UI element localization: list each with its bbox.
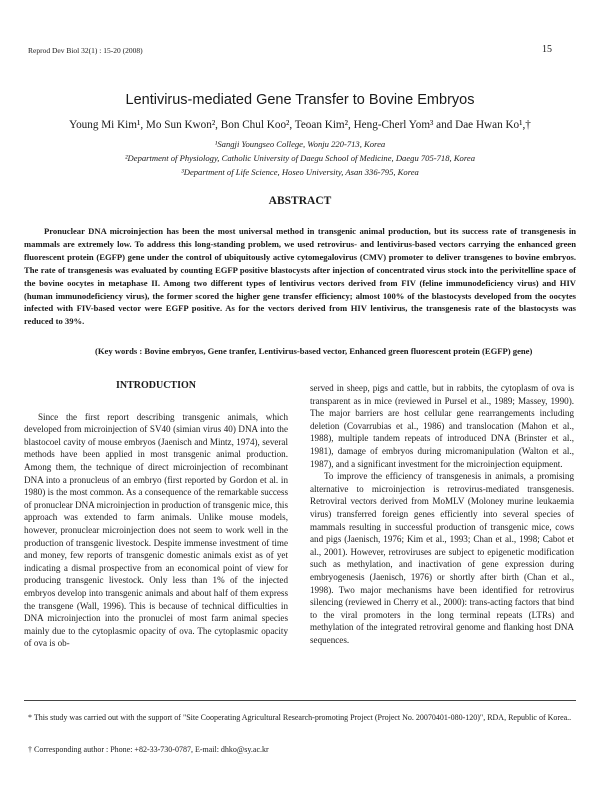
introduction-heading: INTRODUCTION <box>115 380 196 391</box>
funding-footnote: * This study was carried out with the support of "Site Cooperating Agricultural Research-promoting Project (Project No. 20070401-080-120)", RDA, Republic of Korea.. <box>28 713 572 722</box>
right-column <box>310 382 574 646</box>
affiliation-2: ²Department of Physiology, Catholic University of Daegu School of Medicine, Daegu 705-718, Korea <box>124 153 475 163</box>
keywords: (Key words : Bovine embryos, Gene tranfer, Lentivirus-based vector, Enhanced green fluorescent protein (EGFP) gene) <box>95 346 533 356</box>
abstract-text: Pronuclear DNA microinjection has been the most universal method in transgenic animal production, but its success rate of transgenesis in mammals are extremely low. To address this long-standing problem, we used retrovirus- and lentivirus-based vectors carrying the enhanced green fluorescent protein (EGFP) gene under the control of ubiquitously active cytomegalovirus (CMV) promoter to deliver transgenes to bovine embryos. The rate of transgenesis was evaluated by counting EGFP positive blastocysts after injection of concentrated virus stock into the perivitelline space of the bovine oocytes in metaphase II. Among two different types of lentivirus vectors derived from FIV (feline immunodeficiency virus) and HIV (human immunodeficiency virus), the former scored the higher gene transfer efficiency; almost 100% of the blastocysts developed from the oocytes infected with FIV-based vector were EGFP positive. As for the vectors derived from HIV lentivirus, the transgenesis rate of the blastocysts was reduced to 39%. <box>24 226 576 327</box>
abstract-heading: ABSTRACT <box>268 195 332 207</box>
corresponding-author-footnote: † Corresponding author : Phone: +82-33-730-0787, E-mail: dhko@sy.ac.kr <box>28 745 269 754</box>
intro-paragraph-2: To improve the efficiency of transgenesis in animals, a promising alternative to microinjection is retrovirus-mediated transgenesis. Retroviral vectors derived from MoMLV (Moloney murine leukaemia virus) transferred foreign genes efficiently into several species of mammals resulting in successful production of transgenic mice, cows and pigs (Jaenisch, 1976; Kim et al., 1993; Chan et al., 1998; Cabot et al., 2001). However, retroviruses are subject to epigenetic modification such as methylation, and inactivation of gene expression during embryogenesis (Jaenisch, 1976) or shortly after birth (Chan et al., 1998). Two major mechanisms have been identified for retrovirus silencing (reviewed in Cherry et al., 2000): trans-acting factors that bind to the viral promoters in the long terminal repeats (LTRs) and methylation of the integrated retroviral genome and flanking host DNA sequences. <box>310 471 574 645</box>
affiliation-3: ³Department of Life Science, Hoseo University, Asan 336-795, Korea <box>181 167 419 177</box>
page-number: 15 <box>542 44 552 55</box>
intro-paragraph-1: Since the first report describing transgenic animals, which developed from microinjection of SV40 (simian virus 40) DNA into the blastocoel cavity of mouse embryos (Jaenisch and Mintz, 1974), several methods have been applied in most transgenic animal production. Among them, the technique of direct microinjection of recombinant DNA into a pronucleus of an embryo (first reported by Gordon et al. in 1980) is the most common. As a consequence of the remarkable success of pronuclear DNA microinjection in production of transgenic mice, this approach was extended to farm animals. Unlike mouse models, however, pronuclear microinjection does not seem to work well in the production of transgenic livestock. Despite immense investment of time and money, few reports of transgenic domestic animals exist as of yet indicating a dismal prospective from an economical point of view for producing transgenic livestock. Only less than 1% of the injected embryos develop into transgenic animals and about half of them express the transgene (Wall, 1996). This is because of technical difficulties in DNA microinjection into the pronuclei of most farm animal species mainly due to the cytoplasmic opacity of ova. The cytoplasmic opacity of ova is ob- <box>24 411 288 649</box>
intro-paragraph-continued: served in sheep, pigs and cattle, but in rabbits, the cytoplasm of ova is transparent as in mice (reviewed in Pursel et al., 1989; Massey, 1990). The major barriers are host cellular gene rearrangements including deletion (Covarrubias et al., 1986) and translocation (Mahon et al., 1988), multiple tandem repeats of introduced DNA (Brinster et al., 1981), damage of embryos during micromanipulation (Walton et al., 1987), and a significant investment for the microinjection equipment. <box>310 383 574 469</box>
article-title: Lentivirus-mediated Gene Transfer to Bovine Embryos <box>125 92 475 108</box>
footnote-divider <box>24 700 576 701</box>
journal-reference: Reprod Dev Biol 32(1) : 15-20 (2008) <box>28 46 143 55</box>
affiliation-1: ¹Sangji Youngseo College, Wonju 220-713, Korea <box>214 139 386 149</box>
author-list: Young Mi Kim¹, Mo Sun Kwon², Bon Chul Koo², Teoan Kim², Heng-Cherl Yom³ and Dae Hwan Ko¹,† <box>69 119 531 131</box>
left-column <box>24 370 288 650</box>
